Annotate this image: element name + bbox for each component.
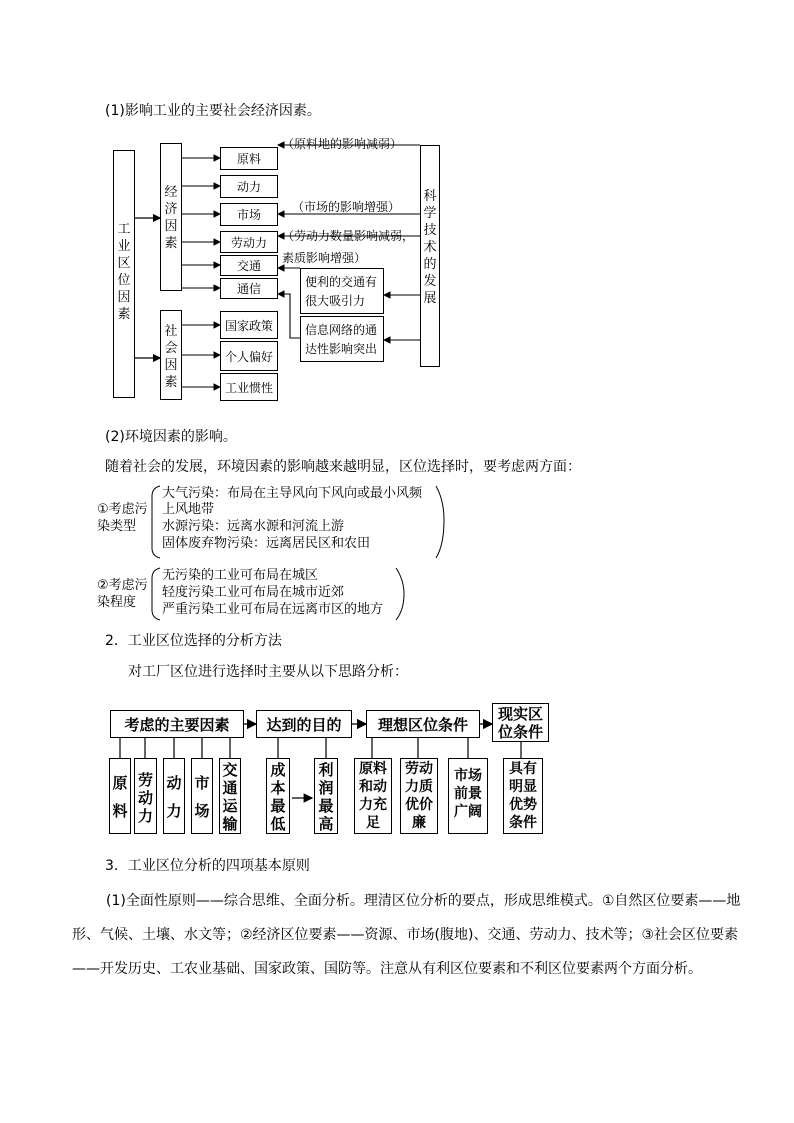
- goal-cost: 成本最低: [270, 761, 286, 833]
- goal-profit-box: [314, 758, 338, 834]
- note-market: （市场的影响增强）: [292, 200, 401, 214]
- factor-labor: 劳动力: [137, 771, 153, 825]
- econ-item-market: 市场: [220, 203, 278, 226]
- ideal-market: 市场前景广阔: [454, 768, 482, 820]
- flow-header-reality: 现实区位条件: [492, 703, 549, 742]
- pollution-type-air: 大气污染：布局在主导风向下风向或最小风频: [162, 486, 423, 501]
- ideal-market-box: [448, 758, 488, 834]
- ideal-labor-box: [400, 758, 438, 834]
- econ-item-raw: 原料: [220, 147, 278, 170]
- note-labor-2: 素质影响增强）: [282, 251, 367, 265]
- section4-heading: 3．工业区位分析的四项基本原则: [105, 858, 310, 874]
- flow-header-ideal: 理想区位条件: [366, 710, 480, 738]
- note-raw: （原料地的影响减弱）: [282, 137, 403, 151]
- pollution-degree-label-1: ②考虑污: [97, 578, 148, 593]
- econ-item-transport: 交通: [220, 255, 278, 276]
- reality-advantage-box: [503, 758, 543, 834]
- pollution-type-label-1: ①考虑污: [97, 502, 148, 517]
- goal-profit: 利润最高: [318, 761, 334, 833]
- section3-heading: 2．工业区位选择的分析方法: [105, 633, 282, 649]
- pollution-type-air-cont: 上风地带: [162, 502, 215, 517]
- section4-paragraph: (1)全面性原则——综合思维、全面分析。理清区位分析的要点，形成思维模式。①自然区位要素——地形、气候、土壤、水文等；②经济区位要素——资源、市场(腹地)、交通、劳动力、技术等；③社会区位要素——开发历史、工农业基础、国家政策、国防等。注意从有利区位要素和不利区位要素两个方面分析。: [72, 893, 741, 977]
- information-network-line2: 达性影响突出: [305, 342, 378, 356]
- factor-power: 动力: [166, 774, 182, 820]
- pollution-type-label-2: 染类型: [97, 519, 137, 534]
- information-network-line1: 信息网络的通: [305, 323, 378, 337]
- factor-labor-box: [134, 758, 157, 834]
- economic-factors-label: 经济因素: [164, 185, 178, 251]
- econ-item-communication: 通信: [220, 278, 278, 299]
- flow-header-goal: 达到的目的: [256, 710, 352, 738]
- econ-item-power: 动力: [220, 175, 278, 198]
- flow-header-factors: 考虑的主要因素: [110, 710, 244, 738]
- social-item-inertia: 工业惯性: [220, 373, 278, 401]
- ideal-raw-power-box: [354, 758, 392, 834]
- section1-heading: (1)影响工业的主要社会经济因素。: [105, 103, 321, 119]
- factor-transport-box: [219, 758, 241, 834]
- industry-location-label: 工业区位因素: [117, 222, 131, 322]
- ideal-raw-power: 原料和动力充足: [359, 761, 387, 831]
- transport-attraction-line2: 很大吸引力: [305, 294, 366, 308]
- pollution-type-water: 水源污染：远离水源和河流上游: [162, 519, 345, 534]
- factor-market-box: [191, 758, 213, 834]
- factor-market: 市场: [194, 774, 210, 820]
- econ-item-labor: 劳动力: [220, 231, 278, 253]
- social-item-preference: 个人偏好: [220, 341, 278, 371]
- transport-attraction-line1: 便利的交通有: [305, 275, 378, 289]
- section3-intro: 对工厂区位进行选择时主要从以下思路分析：: [128, 664, 408, 680]
- factor-power-box: [163, 758, 185, 834]
- pollution-degree-none: 无污染的工业可布局在城区: [162, 568, 319, 583]
- factor-transport: 交通运输: [222, 761, 238, 833]
- section2-intro: 随着社会的发展，环境因素的影响越来越明显，区位选择时，要考虑两方面：: [105, 459, 581, 475]
- factor-raw: 原料: [112, 774, 128, 820]
- factor-raw-box: [109, 758, 131, 834]
- pollution-degree-heavy: 严重污染工业可布局在远离市区的地方: [162, 602, 384, 617]
- note-labor-1: （劳动力数量影响减弱，: [282, 229, 415, 243]
- pollution-degree-label-2: 染程度: [97, 595, 137, 610]
- reality-advantage: 具有明显优势条件: [509, 761, 537, 831]
- social-item-policy: 国家政策: [220, 311, 278, 339]
- section2-heading: (2)环境因素的影响。: [105, 429, 237, 445]
- pollution-degree-light: 轻度污染工业可布局在城市近郊: [162, 585, 345, 600]
- ideal-labor: 劳动力质优价廉: [405, 761, 433, 831]
- goal-cost-box: [266, 758, 290, 834]
- tech-development-label: 科学技术的发展: [423, 189, 437, 306]
- pollution-type-solid: 固体废弃物污染：远离居民区和农田: [162, 536, 371, 551]
- social-factors-label: 社会因素: [164, 324, 178, 390]
